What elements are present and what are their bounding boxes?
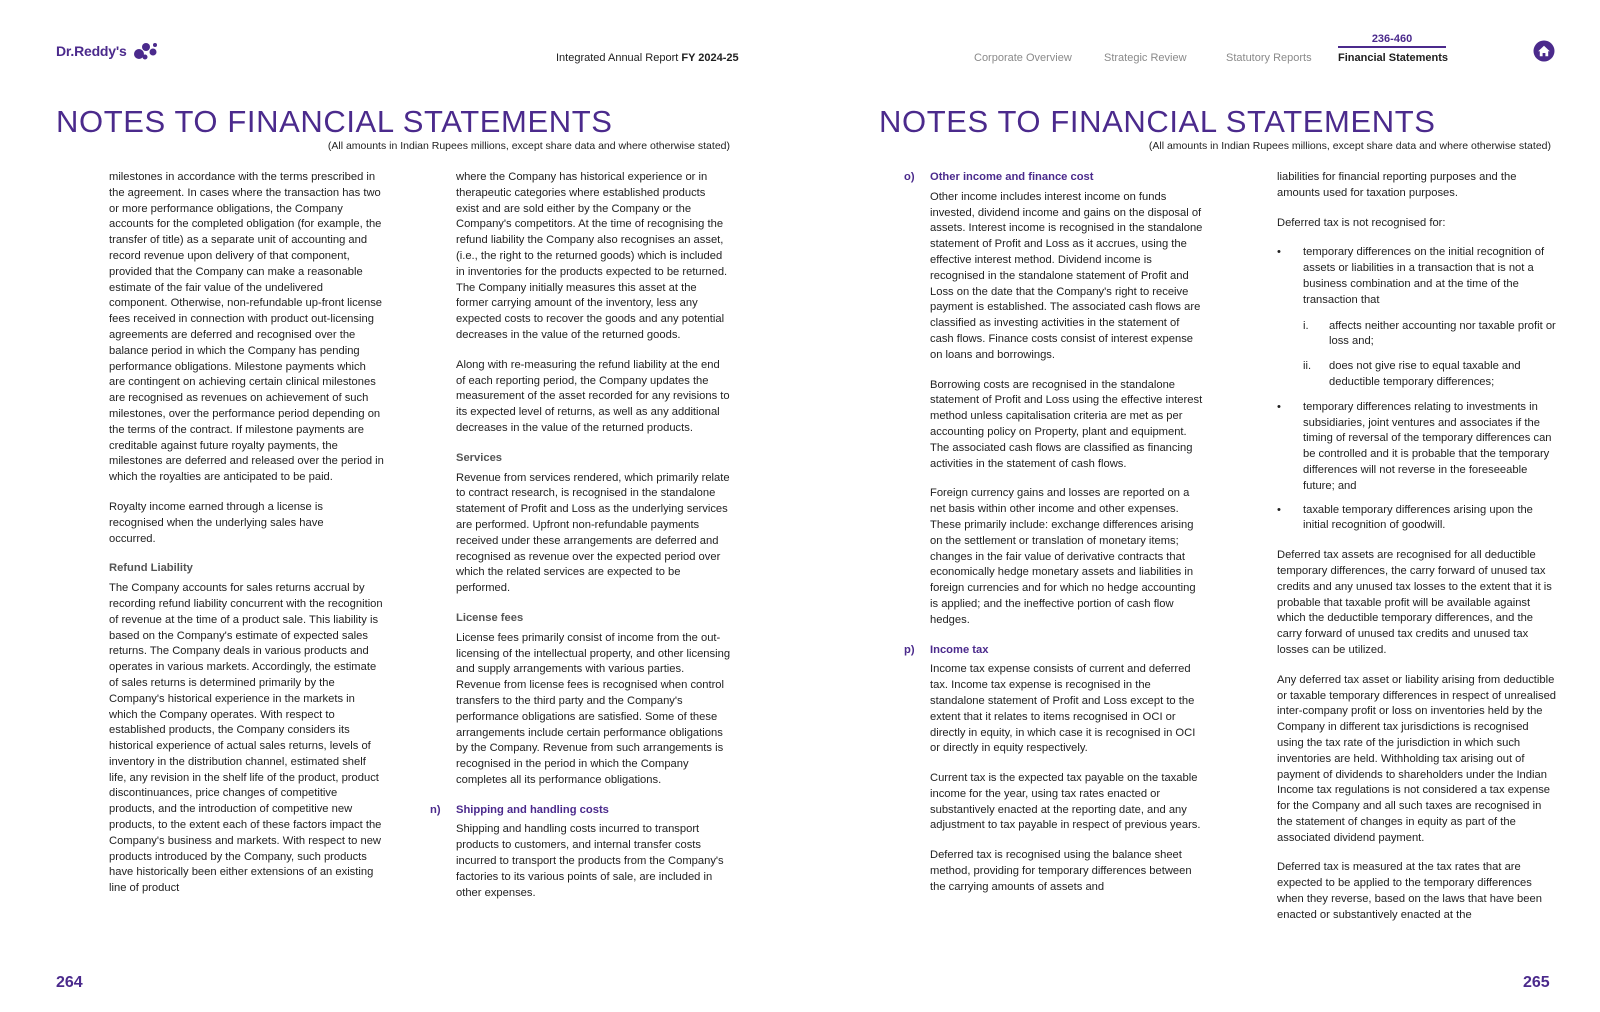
right-column-2	[1277, 170, 1557, 938]
bullet-list	[1277, 245, 1557, 534]
paragraph: Along with re-measuring the refund liability at the end of each reporting period, the Company updates the measurement of the asset recorded for any revisions to its expected level of returns, as well as any additional decreases in the value of the returned products.	[456, 358, 730, 434]
section-other-income	[904, 170, 1206, 186]
paragraph: liabilities for financial reporting purposes and the amounts used for taxation purposes.	[1277, 171, 1517, 199]
section-income-tax	[904, 643, 1206, 659]
paragraph: where the Company has historical experience or in therapeutic categories where established products exist and are sold either by the Company or the Company's competitors. At the time of recognising the refund liability the Company also recognises an asset, (i.e., the right to the returned goods) which is included in inventories for the products expected to be returned. The Company initially measures this asset at the former carrying amount of the inventory, less any expected costs to recover the goods and any potential decreases in the value of the returned goods.	[456, 171, 728, 341]
logo-text: Dr.Reddy's	[56, 43, 127, 59]
list-item: i. affects neither accounting nor taxable profit or loss and;	[1303, 319, 1556, 348]
section-title: Shipping and handling costs	[456, 803, 609, 816]
paragraph: Deferred tax assets are recognised for all deductible temporary differences, the carry forward of unused tax credits and any unused tax losses to the extent that it is probable that taxable profit will be available against which the deductible temporary differences, and the carry forward of unused tax credits and unused tax losses can be utilized.	[1277, 549, 1552, 656]
home-icon[interactable]	[1533, 40, 1555, 62]
subheading-services: Services	[456, 451, 503, 464]
report-title: Integrated Annual Report FY 2024-25	[556, 52, 739, 64]
paragraph: Royalty income earned through a license is recognised when the underlying sales have occurred.	[109, 500, 324, 545]
section-letter: p)	[904, 643, 915, 656]
paragraph: The Company accounts for sales returns accrual by recording refund liability concurrent with the recognition of revenue at the time of a product sale. This liability is based on the Company's estimate of expected sales returns. The Company deals in various products and operates in various markets. Accordingly, the estimate of sales returns is determined primarily by the Company's historical experience in the markets in which the Company operates. With respect to established products, the Company considers its historical experience of actual sales returns, levels of inventory in the distribution channel, estimated shelf life, any revision in the shelf life of the product, product discontinuances, price changes of competitive products, and the introduction of competitive new products, to the extent each of these factors impact the Company's business and markets. With respect to new products introduced by the Company, such products have historically been either extensions of an existing line of product	[109, 582, 383, 895]
paragraph: Deferred tax is recognised using the balance sheet method, providing for temporary differences between the carrying amounts of assets and	[930, 849, 1192, 893]
right-column-1	[904, 170, 1206, 910]
section-title: Other income and finance cost	[930, 171, 1094, 183]
left-column-2	[430, 170, 731, 915]
section-title: Income tax	[930, 643, 989, 656]
paragraph: Shipping and handling costs incurred to transport products to customers, and internal transfer costs incurred to transport the products from the Company's factories to its various points of sale, are included in other expenses.	[456, 823, 724, 899]
page-number-right: 265	[1523, 974, 1550, 991]
amounts-note-left: (All amounts in Indian Rupees millions, except share data and where otherwise stated)	[327, 140, 730, 152]
paragraph: milestones in accordance with the terms prescribed in the agreement. In cases where the transaction has two or more performance obligations, the Company accounts for the completed obligation (for example, the transfer of title) as a separate unit of accounting and record revenue upon delivery of that component, provided that the Company can make a reasonable estimate of the fair value of the undelivered component. Otherwise, non-refundable up-front license fees received in connection with product out-licensing agreements are deferred and recognised over the balance period in which the Company has pending performance obligations. Milestone payments which are contingent on achieving certain clinical milestones are recognised as revenues on achievement of such milestones, over the performance period depending on the terms of the contract. If milestone payments are creditable against future royalty payments, the milestones are deferred and released over the period in which the royalties are anticipated to be paid.	[109, 171, 384, 484]
logo-molecule-icon	[131, 40, 161, 62]
section-letter: n)	[430, 803, 441, 816]
paragraph: Deferred tax is not recognised for:	[1277, 216, 1446, 229]
subheading-refund-liability: Refund Liability	[109, 562, 193, 575]
left-column-1	[109, 170, 384, 911]
page-heading-right: NOTES TO FINANCIAL STATEMENTS	[879, 104, 1436, 139]
page-heading-left: NOTES TO FINANCIAL STATEMENTS	[56, 104, 613, 139]
paragraph: Current tax is the expected tax payable on the taxable income for the year, using tax rates enacted or substantively enacted at the reporting date, and any adjustment to tax payable in respect of previous years.	[930, 772, 1201, 832]
nav-corporate-overview[interactable]: Corporate Overview	[974, 52, 1072, 64]
amounts-note-right: (All amounts in Indian Rupees millions, except share data and where otherwise stated)	[1148, 140, 1551, 152]
roman-list	[1303, 319, 1557, 391]
subheading-license-fees: License fees	[456, 611, 524, 624]
list-item: ii. does not give rise to equal taxable and deductible temporary differences;	[1303, 360, 1521, 388]
paragraph: License fees primarily consist of income from the out-licensing of the intellectual property, and other licensing and supply arrangements with various parties. Revenue from license fees is recognised when control transfers to the third party and the Company's performance obligations are satisfied. Some of these arrangements include certain performance obligations by the Company. Revenue from such arrangements is recognised in the period in which the Company completes all its performance obligations.	[456, 631, 731, 786]
paragraph: Borrowing costs are recognised in the standalone statement of Profit and Loss using the effective interest method unless capitalisation criteria are met as per accounting policy on Property, plant and equipment. The associated cash flows are classified as financing activities in the statement of cash flows.	[930, 378, 1203, 470]
paragraph: Foreign currency gains and losses are reported on a net basis within other income and other expenses. These primarily include: exchange differences arising on the settlement or translation of monetary items; changes in the fair value of derivative contracts that economically hedge monetary assets and liabilities in foreign currencies and for which no hedge accounting is applied; and the ineffective portion of cash flow hedges.	[930, 487, 1196, 626]
paragraph: Income tax expense consists of current and deferred tax. Income tax expense is recognised in the standalone statement of Profit and Loss except to the extent that it relates to items recognised in OCI or directly in equity, in which case it is recognised in OCI or directly in equity respectively.	[930, 663, 1196, 755]
section-letter: o)	[904, 171, 915, 183]
nav-financial-statements[interactable]: Financial Statements	[1338, 52, 1449, 64]
list-item: • temporary differences on the initial recognition of assets or liabilities in a transaction that is not a business combination and at the time of the transaction that i. affects neither accounting nor taxable profit or loss and; ii. does not give rise to equal taxable and deductible temporary differences;	[1277, 245, 1557, 390]
page-number-left: 264	[56, 974, 83, 991]
list-item: • taxable temporary differences arising upon the initial recognition of goodwill.	[1277, 503, 1557, 535]
paragraph: Any deferred tax asset or liability arising from deductible or taxable temporary differences in respect of unrealised inter-company profit or loss on inventories held by the Company in different tax jurisdictions is recognised using the tax rate of the jurisdiction in which such inventories are held. Withholding tax arising out of payment of dividends to shareholders under the Indian Income tax regulations is not considered a tax expense for the Company and all such taxes are recognised in the statement of changes in equity as part of the associated dividend payment.	[1277, 673, 1557, 844]
section-shipping-handling	[430, 803, 731, 819]
nav-strategic-review[interactable]: Strategic Review	[1104, 52, 1187, 64]
paragraph: Revenue from services rendered, which primarily relate to contract research, is recognised in the standalone statement of Profit and Loss as the underlying services are performed. Upfront non-refundable payments received under these arrangements are deferred and recognised as revenue over the expected period over which the related services are expected to be performed.	[456, 471, 730, 595]
paragraph: Deferred tax is measured at the tax rates that are expected to be applied to the temporary differences when they reverse, based on the laws that have been enacted or substantively enacted at the	[1277, 861, 1542, 921]
list-item: • temporary differences relating to investments in subsidiaries, joint ventures and associates if the timing of reversal of the temporary differences can be controlled and it is probable that the temporary differences will not reverse in the foreseeable future; and	[1277, 400, 1557, 495]
page-range: 236-460	[1338, 33, 1446, 48]
company-logo[interactable]	[56, 40, 161, 62]
paragraph: Other income includes interest income on funds invested, dividend income and gains on the disposal of assets. Interest income is recognised in the standalone statement of Profit and Loss as it accrues, using the effective interest method. Dividend income is recognised in the standalone statement of Profit and Loss on the date that the Company's right to receive payment is established. The associated cash flows are classified as investing activities in the statement of cash flows. Finance costs consist of interest expense on loans and borrowings.	[930, 190, 1203, 361]
nav-statutory-reports[interactable]: Statutory Reports	[1226, 52, 1312, 64]
